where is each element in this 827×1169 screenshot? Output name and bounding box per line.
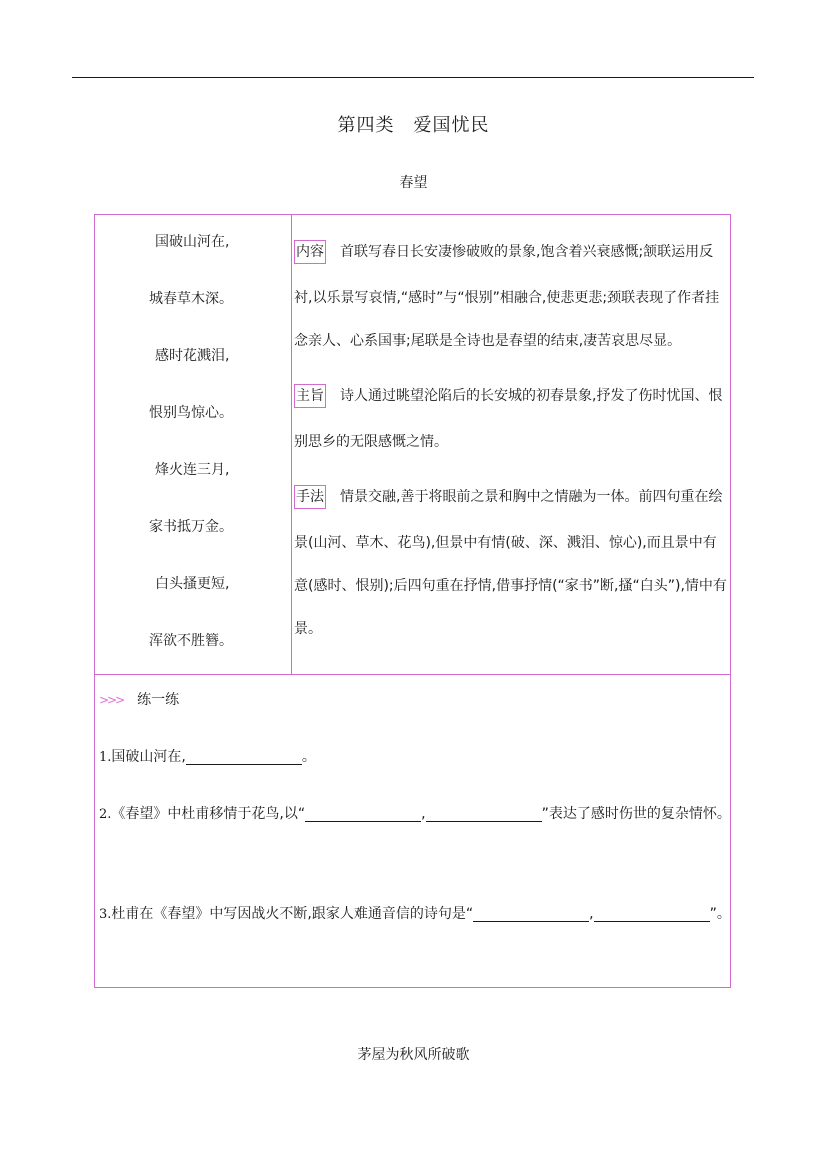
- top-rule: [72, 77, 754, 78]
- theme-line: 别思乡的无限感慨之情。: [294, 434, 448, 450]
- technique-line: 景。: [294, 621, 322, 637]
- poem-line: 国破山河在,: [155, 234, 230, 250]
- answer-blank[interactable]: [594, 906, 710, 922]
- content-line: 衬,以乐景写哀情,“感时”与“恨别”相融合,使悲更悲;颈联表现了作者挂: [294, 290, 720, 306]
- answer-blank[interactable]: [473, 906, 589, 922]
- answer-blank[interactable]: [426, 806, 542, 822]
- practice-heading: >>> 练一练: [99, 692, 180, 708]
- technique-tag: 手法: [294, 485, 326, 509]
- technique-line: 景(山河、草木、花鸟),但景中有情(破、深、溅泪、惊心),而且景中有: [294, 535, 717, 551]
- theme-line: 主旨 诗人通过眺望沦陷后的长安城的初春景象,抒发了伤时忧国、恨: [294, 384, 722, 408]
- content-tag: 内容: [294, 240, 326, 264]
- section-divider: [95, 674, 730, 675]
- content-line: 内容 首联写春日长安凄惨破败的景象,饱含着兴衰感慨;颔联运用反: [294, 240, 713, 264]
- column-divider: [291, 215, 292, 674]
- poem-line: 家书抵万金。: [149, 519, 233, 535]
- answer-blank[interactable]: [305, 806, 421, 822]
- poem-title: 春望: [399, 175, 428, 191]
- technique-line: 手法 情景交融,善于将眼前之景和胸中之情融为一体。前四句重在绘: [294, 485, 722, 509]
- answer-blank[interactable]: [186, 749, 302, 765]
- theme-tag: 主旨: [294, 384, 326, 408]
- triple-chevron-icon: >>>: [99, 693, 124, 707]
- poem-line: 恨别鸟惊心。: [149, 405, 233, 421]
- content-line: 念亲人、心系国事;尾联是全诗也是春望的结束,凄苦哀思尽显。: [294, 333, 682, 349]
- next-poem-title: 茅屋为秋风所破歌: [357, 1047, 470, 1063]
- section-title: 第四类 爱国忧民: [337, 115, 490, 136]
- poem-line: 浑欲不胜簪。: [149, 633, 233, 649]
- question-1: 1.国破山河在, 。: [99, 749, 316, 765]
- question-2: 2.《春望》中杜甫移情于花鸟,以“ , ”表达了感时伤世的复杂情怀。: [99, 806, 731, 822]
- poem-line: 感时花溅泪,: [155, 348, 230, 364]
- poem-study-box: [94, 214, 731, 988]
- poem-line: 白头搔更短,: [155, 576, 230, 592]
- technique-line: 意(感时、恨别);后四句重在抒情,借事抒情(“家书”断,搔“白头”),情中有: [294, 578, 727, 594]
- poem-line: 烽火连三月,: [155, 462, 230, 478]
- question-3: 3.杜甫在《春望》中写因战火不断,跟家人难通音信的诗句是“ , ”。: [99, 906, 731, 922]
- poem-line: 城春草木深。: [149, 291, 233, 307]
